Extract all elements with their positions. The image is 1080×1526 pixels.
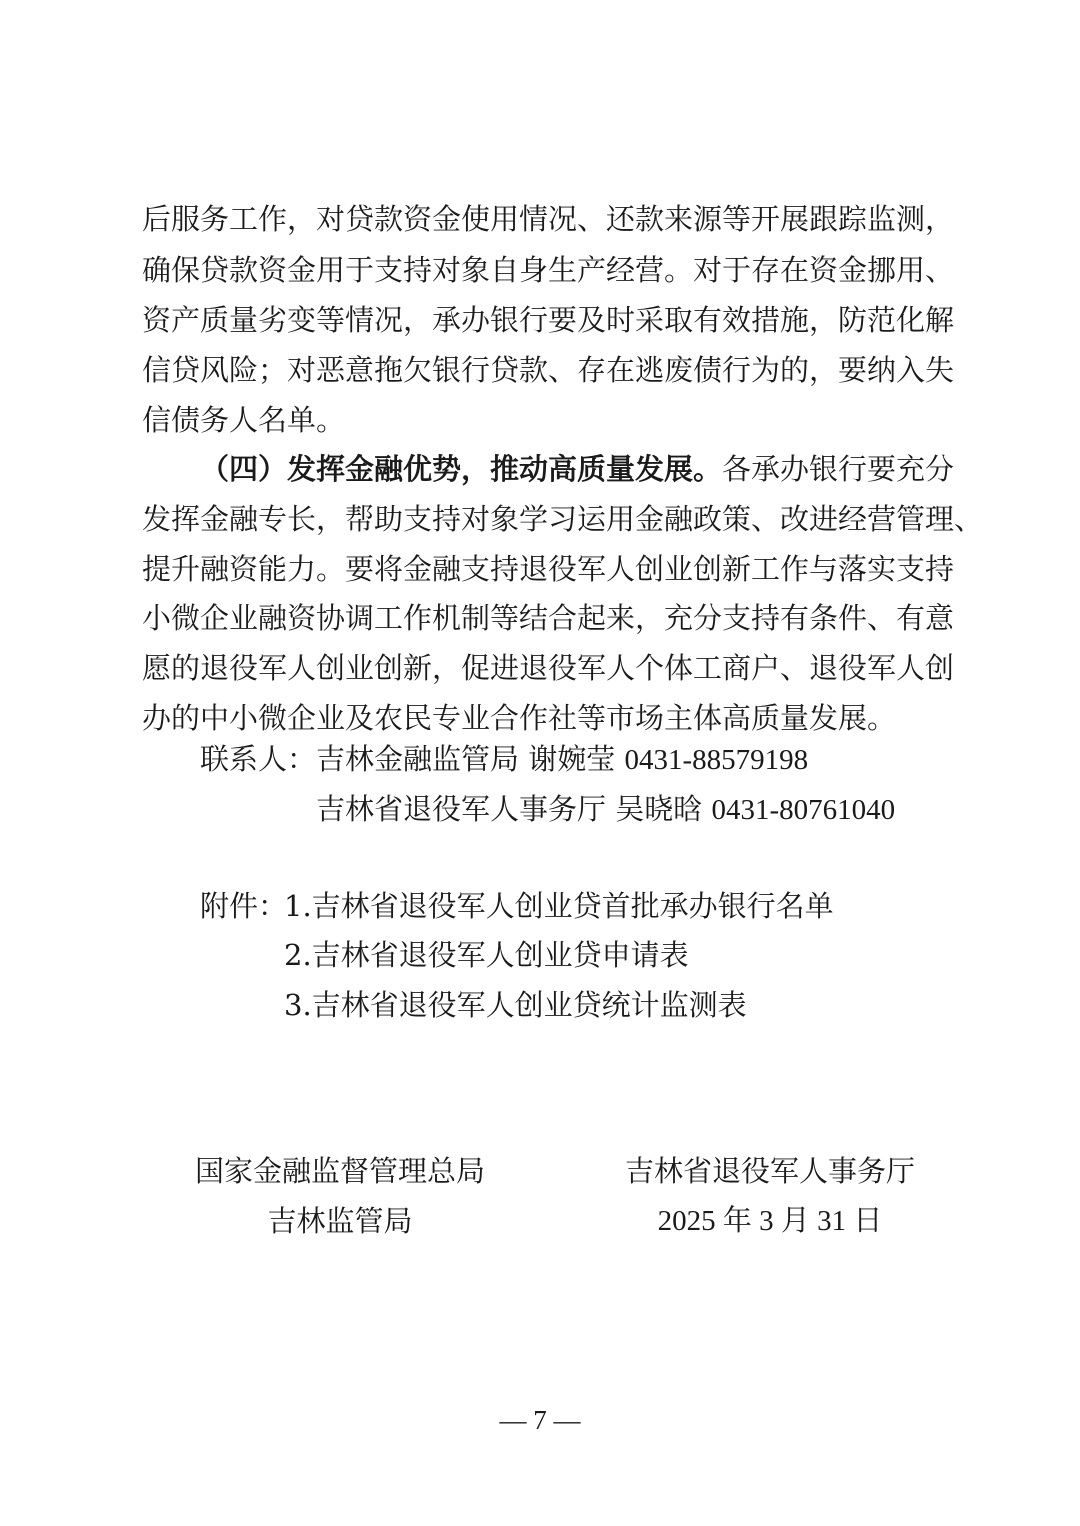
body-line: 后服务工作，对贷款资金使用情况、还款来源等开展跟踪监测， — [142, 202, 955, 236]
attachment-item: 3.吉林省退役军人创业贷统计监测表 — [284, 988, 747, 1022]
body-line: 发挥金融专长，帮助支持对象学习运用金融政策、改进经营管理、 — [142, 502, 984, 536]
page-number: — 7 — — [499, 1405, 581, 1435]
body-line: 办的中小微企业及农民专业合作社等市场主体高质量发展。 — [142, 701, 897, 735]
contact-phone: 0431-80761040 — [711, 794, 896, 826]
attachment-item: 2.吉林省退役军人创业贷申请表 — [284, 938, 689, 972]
signature-right-line1: 吉林省退役军人事务厅 — [624, 1154, 915, 1188]
contacts-label: 联系人： — [200, 742, 317, 776]
body-line: 信债务人名单。 — [142, 403, 346, 437]
signature-left-line1: 国家金融监督管理总局 — [194, 1154, 485, 1188]
body-line: 确保贷款资金用于支持对象自身生产经营。对于存在资金挪用、 — [142, 253, 955, 287]
attachments-label: 附件： — [200, 889, 288, 923]
contact-name: 吴晓晗 — [615, 792, 703, 826]
contact-org: 吉林省退役军人事务厅 — [316, 792, 607, 826]
attachment-item: 1.吉林省退役军人创业贷首批承办银行名单 — [284, 889, 834, 923]
body-line: 提升融资能力。要将金融支持退役军人创业创新工作与落实支持 — [142, 552, 955, 586]
signature-left-line2: 吉林监管局 — [267, 1204, 413, 1238]
body-line: 资产质量劣变等情况，承办银行要及时采取有效措施，防范化解 — [142, 303, 955, 337]
section-4-first-line — [200, 452, 955, 486]
contact-entry — [316, 792, 896, 826]
contact-entry — [316, 742, 809, 776]
body-line: 信贷风险；对恶意拖欠银行贷款、存在逃废债行为的，要纳入失 — [142, 353, 955, 387]
contact-phone: 0431-88579198 — [624, 744, 809, 776]
contact-org: 吉林金融监管局 — [316, 742, 520, 776]
body-line: 小微企业融资协调工作机制等结合起来，充分支持有条件、有意 — [142, 601, 955, 635]
contact-name: 谢婉莹 — [528, 742, 616, 776]
section-4-heading: （四）发挥金融优势，推动高质量发展。 — [200, 452, 723, 486]
signature-date: 2025 年 3 月 31 日 — [657, 1205, 883, 1237]
body-line: 愿的退役军人创业创新，促进退役军人个体工商户、退役军人创 — [142, 651, 955, 685]
section-4-first-tail: 各承办银行要充分 — [722, 452, 955, 486]
